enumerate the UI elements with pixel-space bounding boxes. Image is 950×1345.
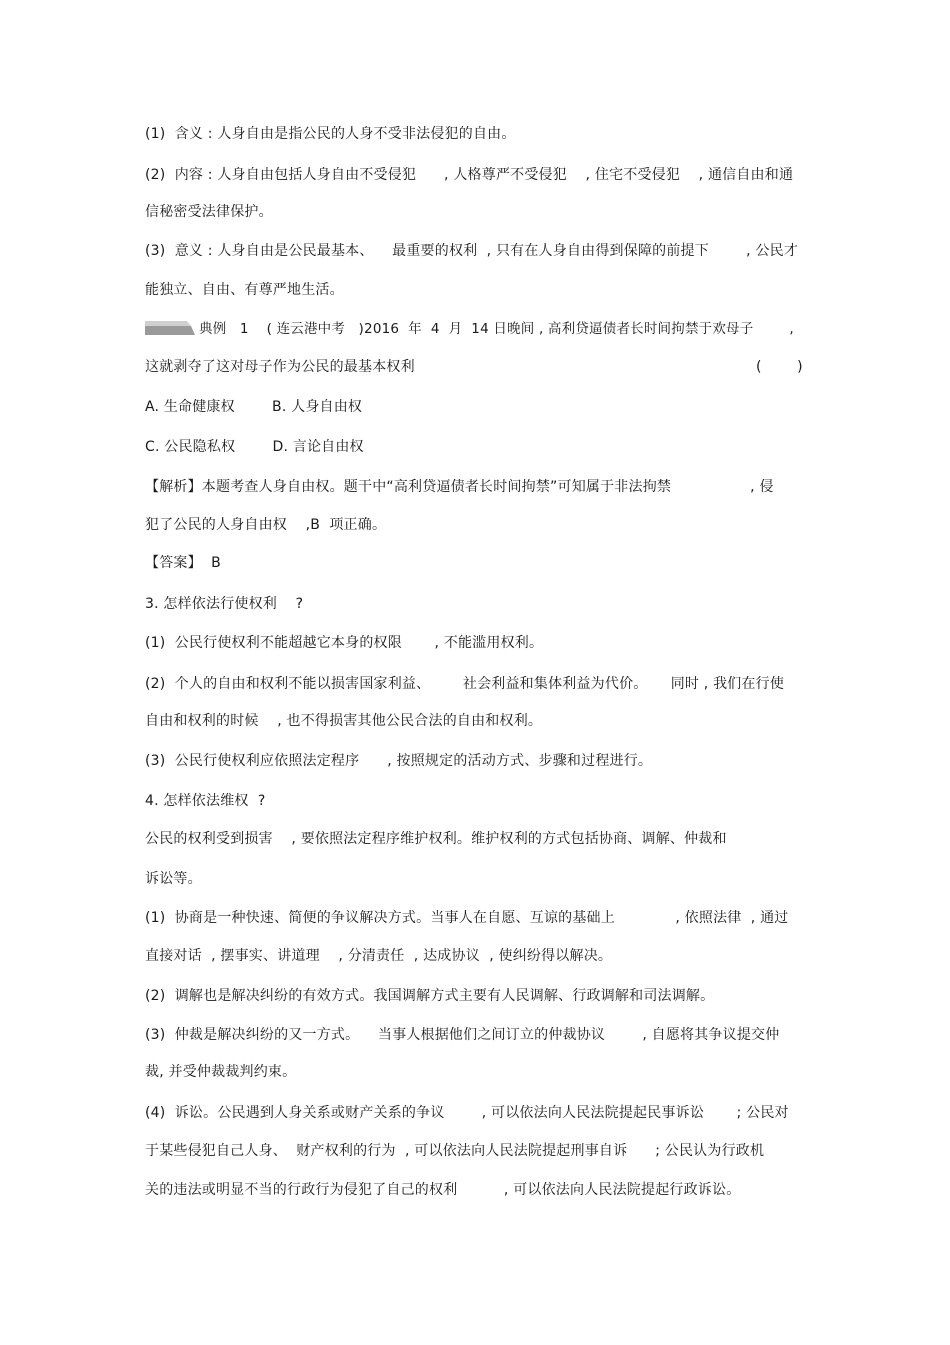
text-line: (3) 仲裁是解决纠纷的又一方式。 当事人根据他们之间订立的仲裁协议 , 自愿将其争议提交仲 (145, 1027, 780, 1043)
text-line: (3) 公民行使权利应依照法定程序 , 按照规定的活动方式、步骤和过程进行。 (145, 753, 653, 769)
text-line: (1) 协商是一种快速、简便的争议解决方式。当事人在自愿、互谅的基础上 , 依照法律 , 通过 (145, 910, 789, 926)
example-tag-icon (145, 321, 195, 335)
text-line: 直接对话 , 摆事实、讲道理 , 分清责任 , 达成协议 , 使纠纷得以解决。 (145, 948, 613, 964)
text-line: 信秘密受法律保护。 (145, 204, 273, 220)
text-line: 这就剥夺了这对母子作为公民的最基本权利 (145, 359, 415, 375)
answer-bracket: ( ) (756, 359, 803, 375)
option-line: C. 公民隐私权 D. 言论自由权 (145, 439, 364, 455)
text-line: 自由和权利的时候 , 也不得损害其他公民合法的自由和权利。 (145, 713, 543, 729)
section-heading: 4. 怎样依法维权 ? (145, 793, 266, 809)
text-line: 公民的权利受到损害 , 要依照法定程序维护权利。维护权利的方式包括协商、调解、仲裁和 (145, 831, 727, 847)
text-line: 于某些侵犯自己人身、 财产权利的行为 , 可以依法向人民法院提起刑事自诉 ; 公民认为行政机 (145, 1143, 765, 1159)
answer-line: 【答案】 B (145, 555, 221, 571)
text-line: (1) 公民行使权利不能超越它本身的权限 , 不能滥用权利。 (145, 635, 544, 651)
section-heading: 3. 怎样依法行使权利 ? (145, 596, 304, 612)
option-line: A. 生命健康权 B. 人身自由权 (145, 399, 363, 415)
text-line: (1) 含义 : 人身自由是指公民的人身不受非法侵犯的自由。 (145, 126, 516, 142)
text-line: (2) 内容 : 人身自由包括人身自由不受侵犯 , 人格尊严不受侵犯 , 住宅不受侵犯 , 通信自由和通 (145, 167, 794, 183)
text-line: (2) 个人的自由和权利不能以损害国家利益、 社会利益和集体利益为代价。 同时 , 我们在行使 (145, 676, 785, 692)
text-line: 诉讼等。 (145, 871, 202, 887)
example-question-line: 典例 1 ( 连云港中考 )2016 年 4 月 14 日晚间 , 高利贷逼债者长时间拘禁于欢母子 , (199, 321, 794, 337)
text-line: 能独立、自由、有尊严地生活。 (145, 282, 344, 298)
text-line: 裁, 并受仲裁裁判约束。 (145, 1064, 297, 1080)
analysis-line: 犯了公民的人身自由权 ,B 项正确。 (145, 517, 387, 533)
text-line: (3) 意义 : 人身自由是公民最基本、 最重要的权利 , 只有在人身自由得到保障的前提下 , 公民才 (145, 243, 799, 259)
text-line: (2) 调解也是解决纠纷的有效方式。我国调解方式主要有人民调解、行政调解和司法调解。 (145, 988, 715, 1004)
analysis-line: 【解析】本题考查人身自由权。题干中“高利贷逼债者长时间拘禁”可知属于非法拘禁 , 侵 (145, 479, 774, 495)
text-line: (4) 诉讼。公民遇到人身关系或财产关系的争议 , 可以依法向人民法院提起民事诉讼 ; 公民对 (145, 1105, 789, 1121)
text-line: 关的违法或明显不当的行政行为侵犯了自己的权利 , 可以依法向人民法院提起行政诉讼。 (145, 1182, 741, 1198)
